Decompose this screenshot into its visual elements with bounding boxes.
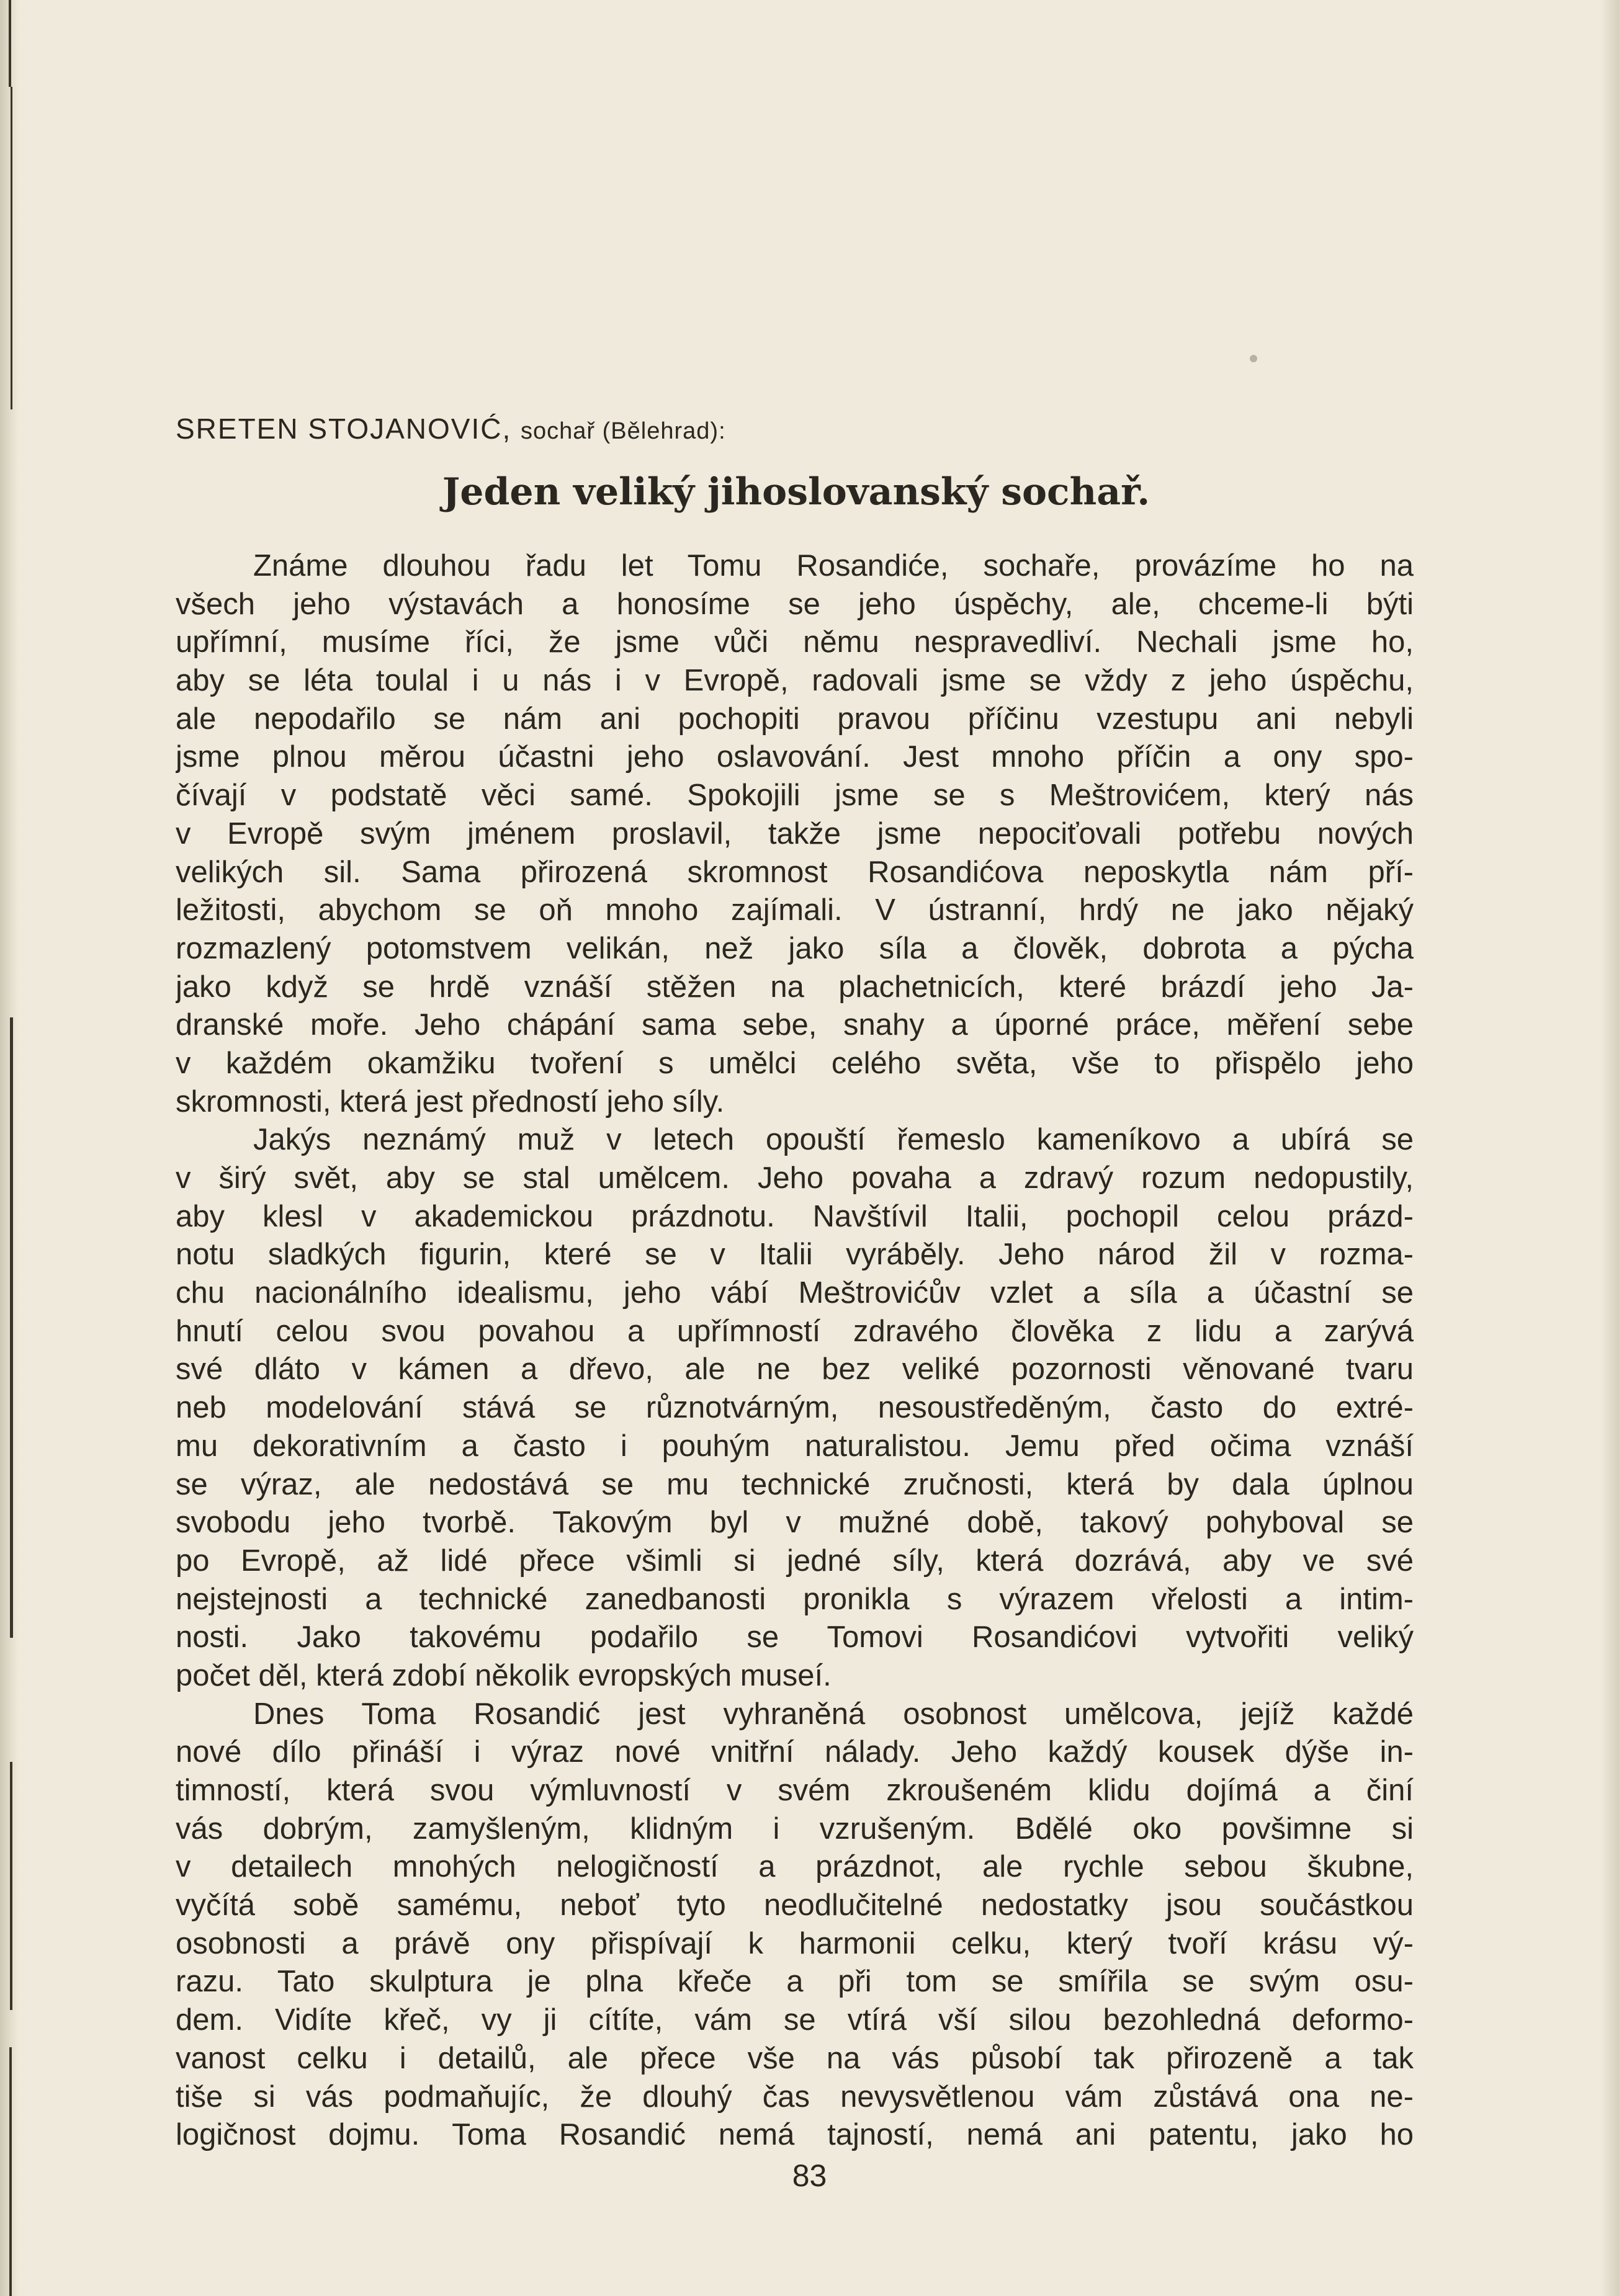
text-line: rozmazlený potomstvem velikán, než jako síla a člověk, dobrota a pýcha	[176, 931, 1414, 965]
text-line: neb modelování stává se různotvárným, nesoustředěným, často do extré-	[176, 1391, 1414, 1425]
text-line: aby se léta toulal i u nás i v Evropě, radovali jsme se vždy z jeho úspěchu,	[176, 664, 1414, 698]
text-line: nejstejnosti a technické zanedbanosti pronikla s výrazem vřelosti a intim-	[176, 1582, 1414, 1616]
text-line: jako když se hrdě vznáší stěžen na plachetnicích, které brázdí jeho Ja-	[176, 970, 1414, 1004]
text-line: svobodu jeho tvorbě. Takovým byl v mužné době, takový pohyboval se	[176, 1506, 1414, 1540]
article-body	[176, 547, 1414, 2155]
binding-mark	[10, 1762, 12, 2010]
text-line: chu nacionálního idealismu, jeho vábí Meštrovićův vzlet a síla a účastní se	[176, 1276, 1414, 1310]
text-line: vanost celku i detailů, ale přece vše na vás působí tak přirozeně a tak	[176, 2041, 1414, 2075]
byline-author: SRETEN STOJANOVIĆ,	[176, 413, 512, 445]
page-right-edge	[1600, 0, 1619, 2296]
text-line: osobnosti a právě ony přispívají k harmonii celku, který tvoří krásu vý-	[176, 1926, 1414, 1960]
text-line: v detailech mnohých nelogičností a prázdnot, ale rychle sebou škubne,	[176, 1850, 1414, 1884]
text-line: Známe dlouhou řadu let Tomu Rosandiće, sochaře, provázíme ho na	[253, 549, 1414, 583]
text-line: ale nepodařilo se nám ani pochopiti pravou příčinu vzestupu ani nebyli	[176, 702, 1414, 736]
text-line: tiše si vás podmaňujíc, že dlouhý čas nevysvětlenou vám zůstává ona ne-	[176, 2079, 1414, 2114]
text-line: upřímní, musíme říci, že jsme vůči němu nespravedliví. Nechali jsme ho,	[176, 625, 1414, 659]
text-line: mu dekorativním a často i pouhým naturalistou. Jemu před očima vznáší	[176, 1429, 1414, 1463]
text-line: všech jeho výstavách a honosíme se jeho úspěchy, ale, chceme-li býti	[176, 587, 1414, 621]
text-line: dranské moře. Jeho chápání sama sebe, snahy a úporné práce, měření sebe	[176, 1008, 1414, 1042]
text-line: v širý svět, aby se stal umělcem. Jeho povaha a zdravý rozum nedopustily,	[176, 1161, 1414, 1195]
text-line: aby klesl v akademickou prázdnotu. Navštívil Italii, pochopil celou prázd-	[176, 1199, 1414, 1233]
text-line: dem. Vidíte křeč, vy ji cítíte, vám se vtírá vší silou bezohledná deformo-	[176, 2003, 1414, 2037]
text-line: ležitosti, abychom se oň mnoho zajímali. V ústranní, hrdý ne jako nějaký	[176, 893, 1414, 927]
text-line: notu sladkých figurin, které se v Italii vyráběly. Jeho národ žil v rozma-	[176, 1238, 1414, 1272]
byline	[176, 412, 1417, 445]
page-number: 83	[792, 2158, 827, 2193]
text-line: hnutí celou svou povahou a upřímností zdravého člověka z lidu a zarývá	[176, 1314, 1414, 1348]
text-line: v Evropě svým jménem proslavil, takže jsme nepociťovali potřebu nových	[176, 816, 1414, 851]
text-line: Dnes Toma Rosandić jest vyhraněná osobnost umělcova, jejíž každé	[253, 1697, 1414, 1731]
text-line: razu. Tato skulptura je plna křeče a při tom se smířila se svým osu-	[176, 1965, 1414, 1999]
text-line: počet děl, která zdobí několik evropských museí.	[176, 1658, 832, 1692]
binding-mark	[10, 1017, 13, 1638]
text-line: skromnosti, která jest předností jeho síly.	[176, 1084, 725, 1119]
text-line: jsme plnou měrou účastni jeho oslavování. Jest mnoho příčin a ony spo-	[176, 740, 1414, 774]
page-left-edge	[0, 0, 19, 2296]
text-line: vyčítá sobě samému, neboť tyto neodlučitelné nedostatky jsou součástkou	[176, 1888, 1414, 1923]
text-line: vás dobrým, zamyšleným, klidným i vzrušeným. Bdělé oko povšimne si	[176, 1811, 1414, 1846]
text-line: timností, která svou výmluvností v svém zkroušeném klidu dojímá a činí	[176, 1774, 1414, 1807]
text-line: se výraz, ale nedostává se mu technické zručnosti, která by dala úplnou	[176, 1467, 1414, 1501]
text-line: po Evropě, až lidé přece všimli si jedné síly, která dozrává, aby ve své	[176, 1543, 1414, 1578]
text-line: nosti. Jako takovému podařilo se Tomovi Rosandićovi vytvořiti veliký	[176, 1620, 1414, 1655]
text-line: čívají v podstatě věci samé. Spokojili jsme se s Meštrovićem, který nás	[176, 779, 1414, 813]
binding-mark	[9, 0, 11, 87]
binding-mark	[11, 87, 12, 409]
text-line: velikých sil. Sama přirozená skromnost Rosandićova neposkytla nám pří-	[176, 855, 1414, 889]
paper-speck	[1250, 355, 1257, 362]
article-title: Jeden veliký jihoslovanský sochař.	[442, 470, 1150, 514]
text-line: své dláto v kámen a dřevo, ale ne bez veliké pozornosti věnované tvaru	[176, 1352, 1414, 1387]
text-line: nové dílo přináší i výraz nové vnitřní nálady. Jeho každý kousek dýše in-	[176, 1735, 1414, 1769]
text-line: logičnost dojmu. Toma Rosandić nemá tajností, nemá ani patentu, jako ho	[176, 2118, 1414, 2152]
text-line: Jakýs neznámý muž v letech opouští řemeslo kameníkovo a ubírá se	[253, 1123, 1414, 1157]
byline-note: sochař (Bělehrad):	[521, 418, 726, 444]
text-line: v každém okamžiku tvoření s umělci celého světa, vše to přispělo jeho	[176, 1046, 1414, 1080]
